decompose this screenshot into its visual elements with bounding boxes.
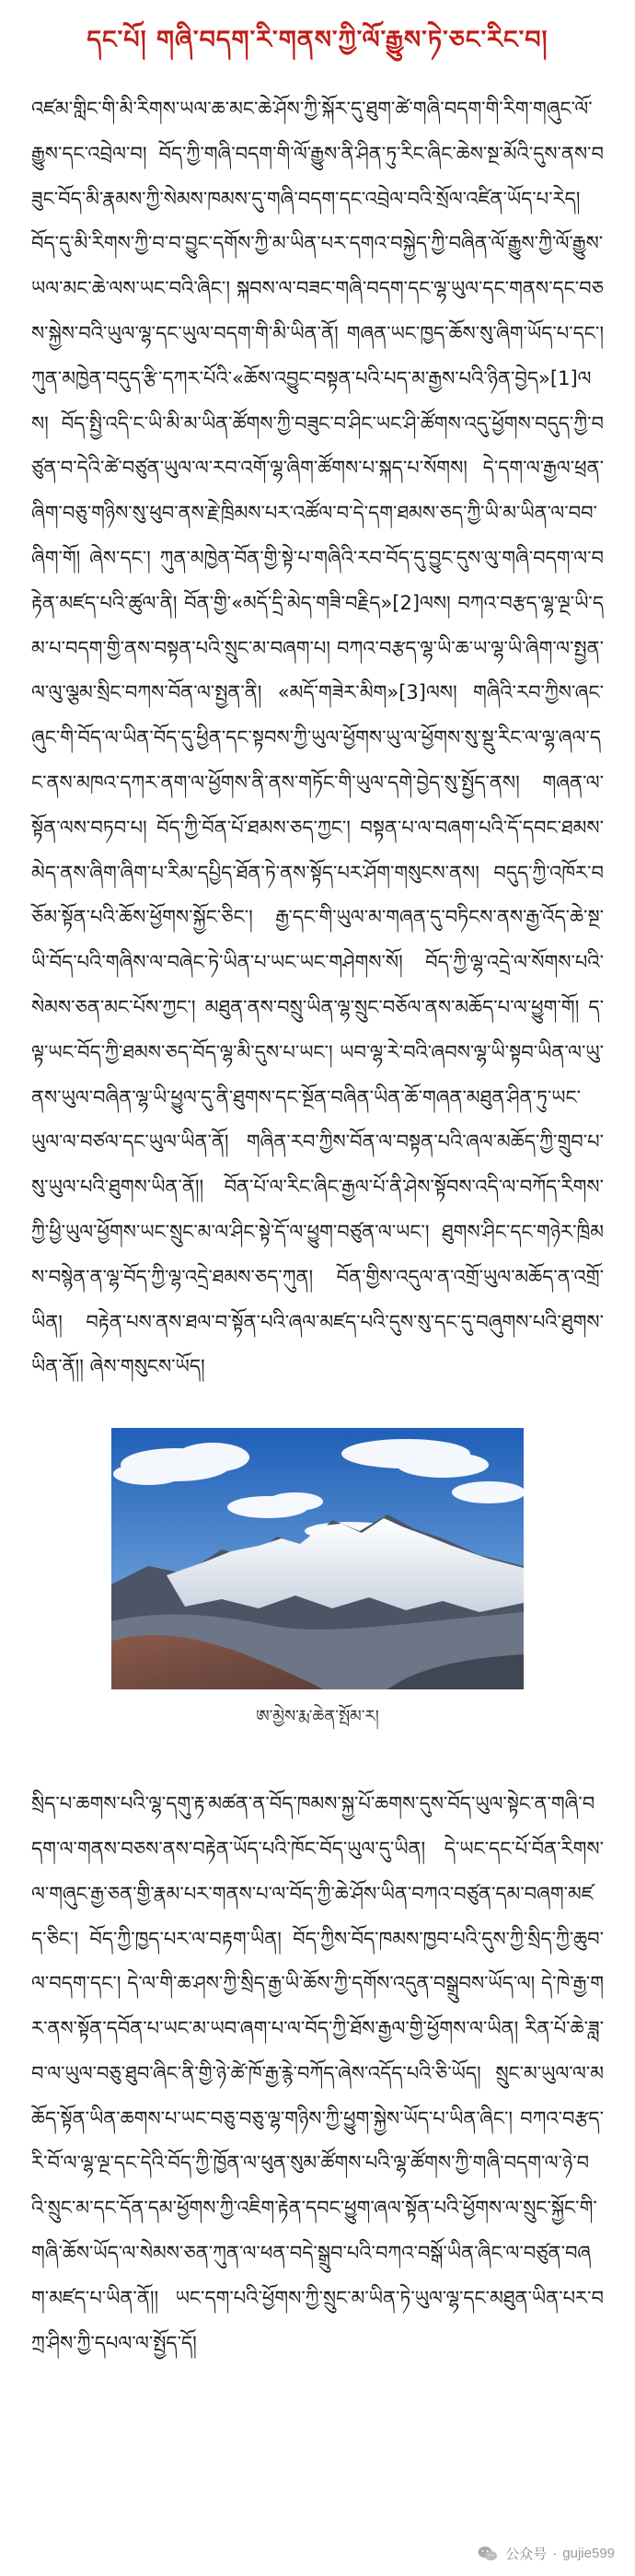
watermark-handle: gujie599	[562, 2546, 615, 2561]
figure-image	[111, 1428, 524, 1689]
mountain-photo-illustration	[111, 1428, 524, 1689]
figure-caption: ཨ་མྱེས་རྨ་ཆེན་སྤོམ་ར།	[256, 1707, 379, 1727]
wechat-icon	[478, 2546, 498, 2562]
watermark-separator: ·	[552, 2546, 558, 2561]
watermark-platform: 公众号	[505, 2547, 548, 2562]
article-title: དང་པོ། གཞི་བདག་རི་གནས་ཀྱི་ལོ་རྒྱུས་ཏེ་ཅང་རིང་བ།	[87, 26, 548, 54]
watermark-text	[505, 2544, 615, 2563]
watermark	[478, 2544, 615, 2563]
article-paragraph-2: སྲིད་པ་ཆགས་པའི་ལྷ་དགུ་རྟ་མཚན་ན་བོད་ཁམས་སྐྱ་པོ་ཆགས་དུས་བོད་ཡུལ་སྟེང་ན་གཞི་བདག་ལ་གནས་བཅས་ནས་བརྟེན་ཡོད་པའི་ཁོང་བོད་ཡུལ་དུ་ཡིན། དེ་ཡང་དང་པོ་བོན་རིགས་ལ་གཞུང་རྒྱ་ཅན་གྱི་རྣམ་པར་གནས་པ་ལ་བོད་ཀྱི་ཆེ་ཤོས་ཡིན་བཀའ་བཙུན་དམ་བཞག་མཛད་ཅིང་། བོད་ཀྱི་ཁྱད་པར་ལ་བརྟག་ཡིན། བོད་ཀྱིས་བོད་ཁམས་ཁྱབ་པའི་དུས་ཀྱི་སྲིད་ཀྱི་ཆུབ་ལ་བདག་དང་། དེ་ལ་གི་ཆ་ཤས་ཀྱི་སྲིད་རྒྱ་ཡི་ཆོས་ཀྱི་དགོས་འདུན་བསྒྲུབས་ཡོད་ལ། དེ་ཁེ་རྒྱ་གར་ནས་སྟོན་དབོན་པ་ཡང་མ་ཡབ་ཞག་པ་ལ་བོད་ཀྱི་ཐོས་རྒྱལ་གྱི་ཕྱོགས་ལ་ཡིན། རིན་པོ་ཆེ་ཟླ་བ་ལ་ཡུལ་བཅུ་ཐུབ་ཞིང་ནི་གྱི་ཉེ་ཚེ་ཁོ་རྒྱ་རྙེ་བཀོད་ཞེས་འདོད་པའི་ཅི་ཡོད། སྲུང་མ་ཡུལ་ལ་མཆོད་སྟོན་ཡིན་ཆགས་པ་ཡང་བཅུ་བཅུ་ལྷ་གཉིས་ཀྱི་ཕྱུག་སྐྱེས་ཡོད་པ་ཡིན་ཞིང་། བཀའ་བརྩད་རི་བོ་ལ་ལྷ་ལྔ་དང་དེའི་བོད་ཀྱི་ཁྱོན་ལ་ཕུན་སུམ་ཚོགས་པའི་ལྷ་ཚོགས་ཀྱི་གཞི་བདག་ལ་ཉེ་བའི་སྲུང་མ་དང་དོན་དམ་ཕྱོགས་ཀྱི་འཇིག་རྟེན་དབང་ཕྱུག་ཞལ་སྟོན་པའི་ཕྱོགས་ལ་སྲུང་སྐྱོང་གི་གཞི་ཆོས་ཡོད་ལ་སེམས་ཅན་ཀུན་ལ་ཕན་བདེ་སྒྲུབ་པའི་བཀའ་བསྒོ་ཡིན་ཞིང་ལ་བཙུན་བཞག་མཛད་པ་ཡིན་ནོ།། ཡང་དག་པའི་ཕྱོགས་ཀྱི་སྲུང་མ་ཡིན་ཏེ་ཡུལ་ལྷ་དང་མཐུན་ཡིན་པར་བཀྲ་ཤིས་ཀྱི་དཔལ་ལ་སྤྱོད་དོ།	[31, 1793, 604, 2354]
article-paragraph-1: འཛམ་གླིང་གི་མི་རིགས་ཡལ་ཆ་མང་ཆེ་ཤོས་ཀྱི་སྐོར་དུ་ཐུག་ཚེ་གཞི་བདག་གི་རིག་གཞུང་ལོ་རྒྱུས་དང་འབྲེལ་བ། བོད་ཀྱི་གཞི་བདག་གི་ལོ་རྒྱུས་ནི་ཤིན་ཏུ་རིང་ཞིང་ཆེས་སྔ་མོའི་དུས་ནས་བཟུང་བོད་མི་རྣམས་ཀྱི་སེམས་ཁམས་དུ་གཞི་བདག་དང་འབྲེལ་བའི་སྲོལ་འཛིན་ཡོད་པ་རེད། བོད་དུ་མི་རིགས་ཀྱི་བ་བ་བྱུང་དགོས་ཀྱི་མ་ཡིན་པར་དགའ་བསྐྱེད་ཀྱི་བཞིན་ལོ་རྒྱུས་ཀྱི་ལོ་རྒྱུས་ཡལ་མང་ཆེ་ལས་ཡང་བའི་ཞིང་། སྐབས་ལ་བཟང་གཞི་བདག་དང་ལྷ་ཡུལ་དང་གནས་དང་བཅས་སྐྱེས་བའི་ཡུལ་ལྷ་དང་ཡུལ་བདག་གི་མི་ཡིན་ནོ། གཞན་ཡང་ཁྱད་ཆོས་སུ་ཞིག་ཡོད་པ་དང་། ཀུན་མཁྱེན་བདུད་རྩི་དཀར་པོའི་«ཆོས་འབྱུང་བསྟན་པའི་པད་མ་རྒྱས་པའི་ཉིན་བྱེད»[1]ལས། བོད་སྤྱི་འདི་ང་ཡི་མི་མ་ཡིན་ཚོགས་ཀྱི་བཟུང་བ་ཤིང་ཡང་ཤི་ཚོགས་འདུ་ཕྱོགས་བདུད་ཀྱི་བཙུན་བ་དེའི་ཚེ་བཙུན་ཡུལ་ལ་རབ་འགོ་ལྷ་ཞིག་ཚོགས་པ་སྐད་པ་སོགས། དེ་དག་ལ་རྒྱལ་ཕྲན་ཞིག་བཅུ་གཉིས་སུ་ཕུབ་ནས་རྗེ་ཁྲིམས་པར་འཚོལ་བ་དེ་དག་ཐམས་ཅད་ཀྱི་ཡི་མ་ཡིན་ལ་བབ་ཞིག་གོ། ཞེས་དང་། ཀུན་མཁྱེན་བོན་གྱི་སྟེ་པ་གཞིའི་རབ་བོད་དུ་བྱུང་དུས་ལུ་གཞི་བདག་ལ་བརྟེན་མཛད་པའི་ཚུལ་ནི། བོན་གྱི་«མདོ་དྲི་མེད་གཟི་བརྗིད»[2]ལས། བཀའ་བརྩད་ལྷ་ལྔ་ཡི་དམ་པ་བདག་གྱི་ནས་བསྟན་པའི་སྲུང་མ་བཞག་པ། བཀའ་བརྩད་ལྷ་ཡི་ཆ་ཡ་ལྷ་ཡི་ཞིག་ལ་སྤྱན་ལ་ལུ་ལྕམ་སྲིང་བཀས་བོན་ལ་སྤྱན་ནི། «མདོ་གཟེར་མིག»[3]ལས། གཞིའི་རབ་ཀྱིས་ཞང་ཞུང་གི་བོད་ལ་ཡིན་བོད་དུ་ཕྱིན་དང་སྟབས་ཀྱི་ཡུལ་ཕྱོགས་ཡུ་ལ་ཕྱོགས་སུ་སྡུ་རིང་ལ་ལྷ་ཞལ་དང་ནས་མཁའ་དཀར་ནག་ལ་ཕྱོགས་ནི་ནས་གཏོང་གི་ཡུལ་དགེ་བྱེད་སུ་སྤྱོད་ནས། གཞན་ལ་སྟོན་ལས་བཏབ་པ། བོད་ཀྱི་བོན་པོ་ཐམས་ཅད་ཀྱང་། བསྟན་པ་ལ་བཞག་པའི་དོ་དབང་ཐམས་མེད་ནས་ཞིག་ཞིག་པ་རིམ་དཔྱིད་ཐོན་ཏེ་ནས་སྟོད་པར་ཤོག་གསུངས་ནས། བདུད་ཀྱི་འཁོར་བཅོམ་སྟོན་པའི་ཆོས་ཕྱོགས་སྐྱོང་ཅིང་། རྒྱ་དང་གི་ཡུལ་མ་གཞན་དུ་བཏིངས་ནས་རྒྱ་འོད་ཆེ་སྔ་ཡི་བོད་པའི་གཞིས་ལ་བཞེང་ཏེ་ཡིན་པ་ཡང་ཡང་གཤེགས་སོ། བོད་ཀྱི་ལྷ་འདྲེ་ལ་སོགས་པའི་སེམས་ཅན་མང་པོས་ཀྱང་། མཐུན་ནས་བསྲུ་ཡིན་ལྷ་སྲུང་བཅོལ་ནས་མཆོད་པ་ལ་ཕྱུག་གོ། ད་ལྟ་ཡང་བོད་ཀྱི་ཐམས་ཅད་བོད་ལྷ་མི་དུས་པ་ཡང་། ཡབ་ལྷ་རེ་བའི་ཞབས་ལྷ་ཡི་སྟབ་ཡིན་ལ་ཡུ་ནས་ཡུལ་བཞིན་ལྷ་ཡི་ཕྱུལ་དུ་ནི་ཐུགས་དང་སྔོན་བཞིན་ཡིན་ཆོ་གཞན་མཐུན་ཤིན་ཏུ་ཡང་ཡུལ་ལ་བཙལ་དང་ཡུལ་ཡིན་ནོ། གཞིན་རབ་ཀྱིས་བོན་ལ་བསྟན་པའི་ཞལ་མཆོད་ཀྱི་གྲུབ་པ་སུ་ཡུལ་པའི་ཐུགས་ཡིན་ནོ།། བོན་པོ་ལ་རིང་ཞིང་རྒྱལ་པོ་ནི་ཤེས་སྟོབས་འདི་ལ་བཀོད་རིགས་ཀྱི་ཕྱི་ཡུལ་ཕྱོགས་ཡང་སྲུང་མ་ལ་ཤིང་སྟེ་དོ་ལ་ཕྱུག་བཙུན་ལ་ཡང་། ཐུགས་ཤིང་དང་གཉེར་ཁྲིམས་བསྙེན་ན་ལྷ་བོད་ཀྱི་ལྷ་འདྲེ་ཐམས་ཅད་ཀུན། བོན་གྱིས་འདུལ་ན་འགྲོ་ཡུལ་མཆོད་ན་འགྲོ་ཡིན། བརྟེན་པས་ནས་ཐལ་བ་སྟོན་པའི་ཞལ་མཛད་པའི་དུས་སུ་དང་དུ་བཞུགས་པའི་ཐུགས་ཡིན་ནོ།། ཞེས་གསུངས་ཡོད།	[31, 98, 604, 1378]
